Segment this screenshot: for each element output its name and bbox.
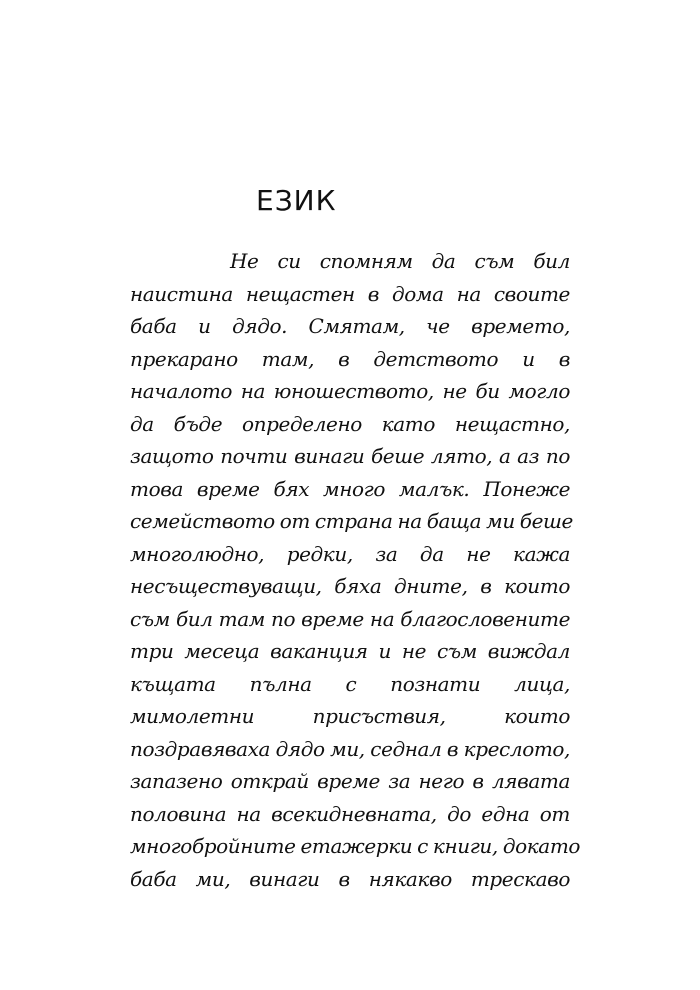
text-line: три месеца ваканция и не съм виждал <box>130 639 570 663</box>
text-line: наистина нещастен в дома на своите <box>130 281 570 306</box>
text-line: баба ми, винаги в някакво трескаво <box>130 866 570 891</box>
text-line: поздравяваха дядо ми, седнал в креслото, <box>130 736 570 761</box>
chapter-title: ЕЗИК <box>256 184 337 217</box>
text-line: Не си спомням да съм бил <box>230 249 570 273</box>
body-text <box>130 245 581 895</box>
text-line: многолюдно, редки, за да не кажа <box>130 541 570 566</box>
text-line: къщата пълна с познати лица, <box>130 671 570 696</box>
text-line: съм бил там по време на благословените <box>130 606 570 631</box>
text-line: началото на юношеството, не би могло <box>130 379 570 403</box>
text-line: прекарано там, в детството и в <box>130 346 570 371</box>
text-line: несъществуващи, бяха дните, в които <box>130 574 570 598</box>
text-line: половина на всекидневната, до една от <box>130 801 570 826</box>
text-line: това време бях много малък. Понеже <box>130 476 570 501</box>
text-line: многобройните етажерки с книги, докато <box>130 834 581 858</box>
text-line: защото почти винаги беше лято, а аз по <box>130 444 570 468</box>
text-line: баба и дядо. Смятам, че времето, <box>130 314 570 338</box>
text-line: да бъде определено като нещастно, <box>130 411 570 436</box>
text-line: запазено открай време за него в лявата <box>130 769 570 793</box>
text-line: мимолетни присъствия, които <box>130 704 570 728</box>
text-line: семейството от страна на баща ми беше <box>130 509 573 533</box>
